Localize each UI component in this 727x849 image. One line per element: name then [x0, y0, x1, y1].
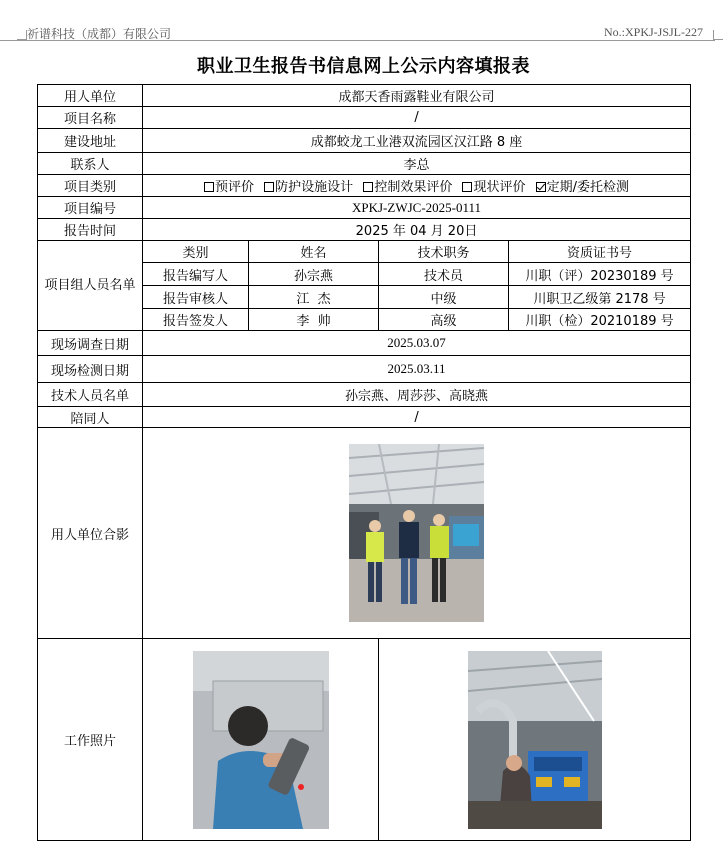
work-photo-cell-2: [379, 639, 691, 841]
employer-value: 成都天香雨露鞋业有限公司: [143, 85, 691, 107]
work-photo-1: [193, 651, 329, 829]
row-group-photo: [38, 428, 691, 639]
header-corner-mark-left: [17, 30, 27, 40]
team-role: 报告签发人: [143, 309, 249, 331]
report-form-table: [37, 84, 691, 841]
work-photo-cell-1: [143, 639, 379, 841]
option-label: 现状评价: [473, 180, 526, 195]
team-name: 江 杰: [249, 286, 379, 309]
project-name-value: /: [143, 107, 691, 129]
row-test-date: [38, 356, 691, 383]
escort-value: /: [143, 407, 691, 428]
team-header-cert: 资质证书号: [509, 241, 691, 263]
report-date-value: 2025 年 04 月 20日: [143, 219, 691, 241]
team-role: 报告编写人: [143, 263, 249, 286]
contact-label: 联系人: [38, 153, 143, 175]
escort-label: 陪同人: [38, 407, 143, 428]
option-label: 防护设施设计: [275, 180, 354, 195]
team-header-title: 技术职务: [379, 241, 509, 263]
page-title: 职业卫生报告书信息网上公示内容填报表: [197, 56, 530, 77]
team-label: 项目组人员名单: [38, 241, 143, 331]
test-date-label: 现场检测日期: [38, 356, 143, 383]
option-label: 控制效果评价: [374, 180, 453, 195]
checkbox-pre-assessment[interactable]: [204, 182, 214, 192]
team-name: 孙宗燕: [249, 263, 379, 286]
team-title: 中级: [379, 286, 509, 309]
team-role: 报告审核人: [143, 286, 249, 309]
report-date-label: 报告时间: [38, 219, 143, 241]
team-header-role: 类别: [143, 241, 249, 263]
test-date-value: 2025.03.11: [143, 356, 691, 383]
row-survey-date: [38, 331, 691, 356]
option-pre-assessment: [204, 180, 254, 195]
project-type-options: [143, 175, 691, 197]
option-label: 定期/委托检测: [546, 180, 630, 195]
survey-date-label: 现场调查日期: [38, 331, 143, 356]
team-cert: 川职（检）20210189 号: [509, 309, 691, 331]
contact-value: 李总: [143, 153, 691, 175]
team-cert: 川职（评）20230189 号: [509, 263, 691, 286]
option-control-effect: [363, 180, 452, 195]
technicians-label: 技术人员名单: [38, 383, 143, 407]
group-photo: [349, 444, 484, 622]
checkbox-periodic-testing[interactable]: [536, 182, 546, 192]
row-work-photos: [38, 639, 691, 841]
project-name-label: 项目名称: [38, 107, 143, 129]
group-photo-label: 用人单位合影: [38, 428, 143, 639]
project-no-label: 项目编号: [38, 197, 143, 219]
employer-label: 用人单位: [38, 85, 143, 107]
team-cert: 川职卫乙级第 2178 号: [509, 286, 691, 309]
survey-date-value: 2025.03.07: [143, 331, 691, 356]
header-doc-number: No.:XPKJ-JSJL-227: [603, 25, 703, 39]
team-header-name: 姓名: [249, 241, 379, 263]
header-company: 祈谱科技（成都）有限公司: [27, 27, 172, 41]
row-escort: [38, 407, 691, 428]
work-photo-2: [468, 651, 602, 829]
checkbox-status-assessment[interactable]: [462, 182, 472, 192]
row-project-no: [38, 197, 691, 219]
header-divider: [0, 40, 715, 41]
checkbox-control-effect[interactable]: [363, 182, 373, 192]
project-no-value: XPKJ-ZWJC-2025-0111: [143, 197, 691, 219]
team-title: 技术员: [379, 263, 509, 286]
group-photo-cell: [143, 428, 691, 639]
address-value: 成都蛟龙工业港双流园区汉江路 8 座: [143, 129, 691, 153]
checkbox-protection-design[interactable]: [264, 182, 274, 192]
row-report-date: [38, 219, 691, 241]
row-contact: [38, 153, 691, 175]
row-technicians: [38, 383, 691, 407]
option-periodic-testing: [536, 180, 629, 195]
address-label: 建设地址: [38, 129, 143, 153]
team-title: 高级: [379, 309, 509, 331]
header-corner-mark-right: [713, 30, 723, 40]
team-name: 李 帅: [249, 309, 379, 331]
row-employer: [38, 85, 691, 107]
row-team-header: [38, 241, 691, 263]
option-status-assessment: [462, 180, 525, 195]
row-project-name: [38, 107, 691, 129]
option-protection-design: [264, 180, 353, 195]
technicians-value: 孙宗燕、周莎莎、高晓燕: [143, 383, 691, 407]
work-photos-label: 工作照片: [38, 639, 143, 841]
project-type-label: 项目类别: [38, 175, 143, 197]
row-project-type: [38, 175, 691, 197]
row-address: [38, 129, 691, 153]
option-label: 预评价: [215, 180, 255, 195]
